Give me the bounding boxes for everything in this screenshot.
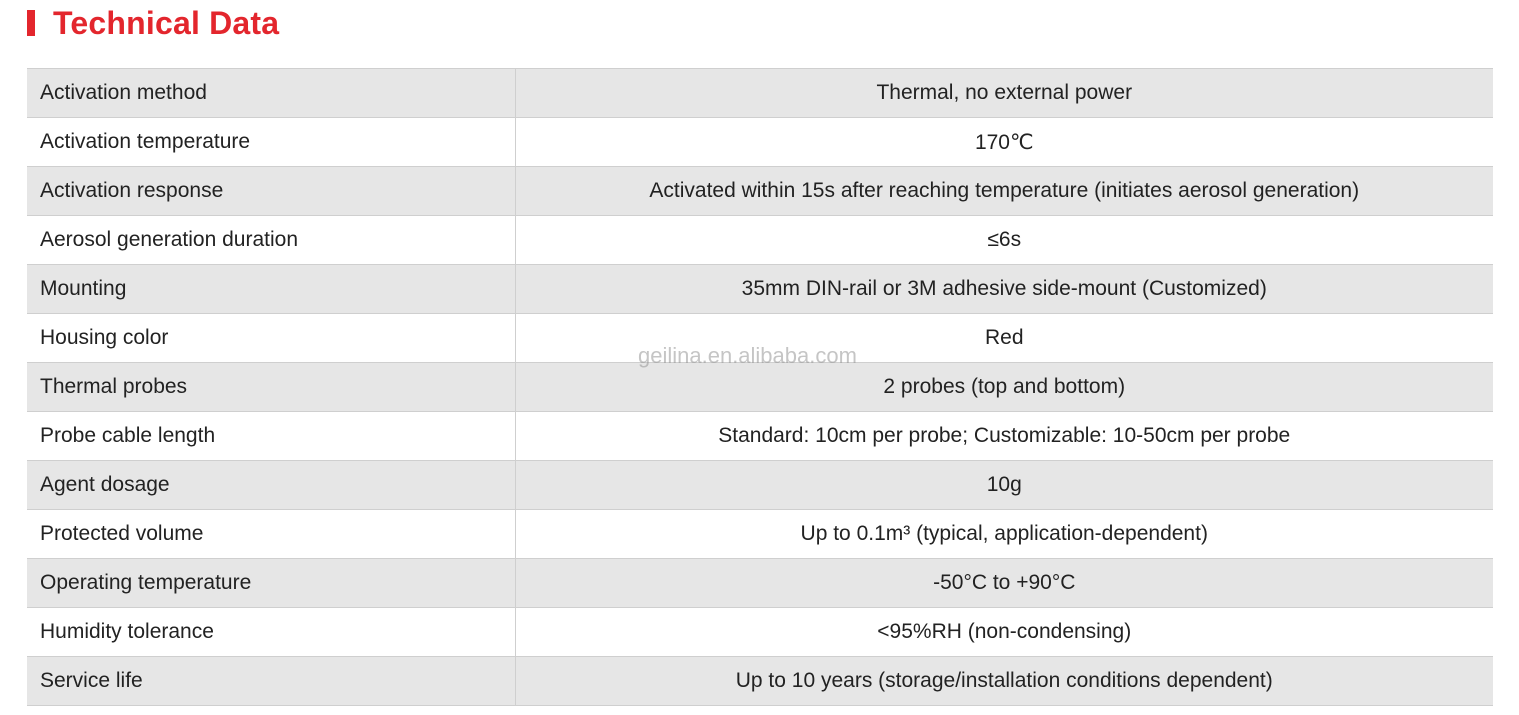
table-row bbox=[27, 461, 1493, 510]
table-row bbox=[27, 167, 1493, 216]
spec-label: Activation response bbox=[27, 167, 515, 216]
spec-value: 10g bbox=[515, 461, 1493, 510]
spec-label: Activation temperature bbox=[27, 118, 515, 167]
table-row bbox=[27, 265, 1493, 314]
spec-value: Activated within 15s after reaching temperature (initiates aerosol generation) bbox=[515, 167, 1493, 216]
spec-label: Protected volume bbox=[27, 510, 515, 559]
spec-label: Operating temperature bbox=[27, 559, 515, 608]
spec-value: Standard: 10cm per probe; Customizable: 10-50cm per probe bbox=[515, 412, 1493, 461]
table-row bbox=[27, 69, 1493, 118]
table-row bbox=[27, 510, 1493, 559]
table-row bbox=[27, 657, 1493, 706]
section-heading bbox=[27, 0, 279, 46]
spec-label: Thermal probes bbox=[27, 363, 515, 412]
table-row bbox=[27, 216, 1493, 265]
table-row bbox=[27, 118, 1493, 167]
spec-value: 170℃ bbox=[515, 118, 1493, 167]
spec-label: Activation method bbox=[27, 69, 515, 118]
section-title: Technical Data bbox=[53, 4, 280, 41]
watermark-text: geilina.en.alibaba.com bbox=[638, 343, 857, 368]
table-row bbox=[27, 363, 1493, 412]
spec-label: Mounting bbox=[27, 265, 515, 314]
spec-value: Up to 10 years (storage/installation conditions dependent) bbox=[515, 657, 1493, 706]
table-row bbox=[27, 314, 1493, 363]
table-row bbox=[27, 412, 1493, 461]
heading-accent-bar bbox=[27, 10, 35, 36]
spec-label: Probe cable length bbox=[27, 412, 515, 461]
table-row bbox=[27, 559, 1493, 608]
spec-value: 2 probes (top and bottom) bbox=[515, 363, 1493, 412]
spec-label: Agent dosage bbox=[27, 461, 515, 510]
spec-label: Humidity tolerance bbox=[27, 608, 515, 657]
technical-data-table bbox=[27, 68, 1493, 706]
spec-value: 35mm DIN-rail or 3M adhesive side-mount (Customized) bbox=[515, 265, 1493, 314]
spec-value: Red bbox=[515, 314, 1493, 363]
spec-value: ≤6s bbox=[515, 216, 1493, 265]
spec-value: Thermal, no external power bbox=[515, 69, 1493, 118]
spec-value: -50°C to +90°C bbox=[515, 559, 1493, 608]
spec-value: Up to 0.1m³ (typical, application-dependent) bbox=[515, 510, 1493, 559]
spec-value: <95%RH (non-condensing) bbox=[515, 608, 1493, 657]
spec-label: Housing color bbox=[27, 314, 515, 363]
spec-label: Aerosol generation duration bbox=[27, 216, 515, 265]
table-row bbox=[27, 608, 1493, 657]
spec-label: Service life bbox=[27, 657, 515, 706]
